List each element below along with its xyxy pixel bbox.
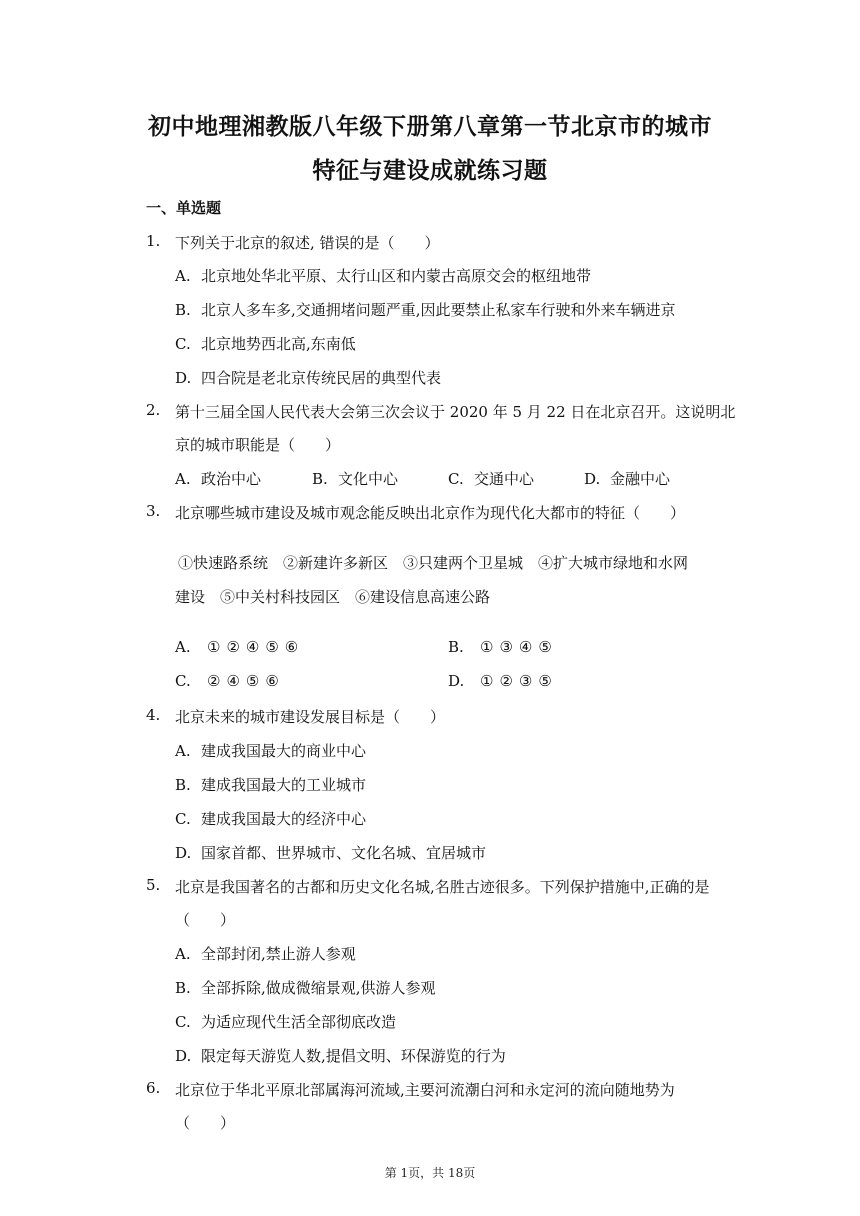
question-5-option-c — [175, 1011, 396, 1032]
question-3-option-b — [448, 638, 558, 656]
question-4-option-b — [175, 774, 366, 795]
question-4-option-a — [175, 740, 366, 761]
option-text: 全部封闭,禁止游人参观 — [201, 945, 356, 963]
option-label: A. — [175, 742, 191, 760]
option-text: 文化中心 — [338, 470, 399, 488]
option-label: B. — [175, 776, 191, 794]
question-1-stem: 下列关于北京的叙述, 错误的是（ ） — [175, 234, 440, 252]
option-text: 政治中心 — [201, 470, 262, 488]
question-3-items-line1: ①快速路系统 ②新建许多新区 ③只建两个卫星城 ④扩大城市绿地和水网 — [178, 554, 689, 572]
option-label: A. — [175, 638, 191, 656]
question-5-option-d — [175, 1045, 506, 1066]
option-text: 四合院是老北京传统民居的典型代表 — [201, 369, 442, 387]
question-4-stem: 北京未来的城市建设发展目标是（ ） — [175, 708, 446, 726]
option-text: 建成我国最大的工业城市 — [201, 776, 367, 794]
option-text: 北京地势西北高,东南低 — [201, 335, 356, 353]
question-3-option-a — [175, 638, 304, 656]
option-text: 建成我国最大的商业中心 — [201, 742, 367, 760]
question-3-stem: 北京哪些城市建设及城市观念能反映出北京作为现代化大都市的特征（ ） — [175, 504, 686, 522]
option-text: 交通中心 — [474, 470, 535, 488]
question-5-stem-line2: （ ） — [175, 911, 236, 929]
option-label: D. — [175, 1047, 192, 1065]
question-5-option-a — [175, 943, 356, 964]
document-title-line2: 特征与建设成就练习题 — [312, 157, 548, 184]
option-label: C. — [175, 335, 191, 353]
question-3-number: 3. — [146, 502, 161, 520]
question-5-number: 5. — [146, 876, 161, 894]
question-6-stem-line2: （ ） — [175, 1114, 236, 1132]
question-2-stem-line2: 京的城市职能是（ ） — [175, 436, 341, 454]
option-text: 为适应现代生活全部彻底改造 — [201, 1013, 397, 1031]
question-1-option-a — [175, 265, 591, 286]
option-label: D. — [448, 672, 465, 690]
option-text: ①③④⑤ — [480, 638, 558, 656]
document-title-line1: 初中地理湘教版八年级下册第八章第一节北京市的城市 — [148, 113, 712, 140]
question-6-number: 6. — [146, 1079, 161, 1097]
question-1-option-c — [175, 333, 356, 354]
option-label: C. — [175, 672, 191, 690]
option-label: C. — [175, 1013, 191, 1031]
option-text: ①②④⑤⑥ — [207, 638, 305, 656]
option-text: 北京地处华北平原、太行山区和内蒙古高原交会的枢纽地带 — [201, 267, 592, 285]
option-text: 国家首都、世界城市、文化名城、宜居城市 — [201, 844, 487, 862]
option-label: D. — [584, 470, 601, 488]
question-4-option-d — [175, 842, 486, 863]
question-2-option-a — [175, 468, 261, 489]
question-4-number: 4. — [146, 706, 161, 724]
option-text: ②④⑤⑥ — [207, 672, 285, 690]
option-text: 全部拆除,做成微缩景观,供游人参观 — [201, 979, 436, 997]
option-label: B. — [175, 979, 191, 997]
question-2-stem-line1: 第十三届全国人民代表大会第三次会议于 2020 年 5 月 22 日在北京召开。这说明北 — [175, 403, 736, 421]
question-1-option-b — [175, 299, 676, 320]
option-text: 建成我国最大的经济中心 — [201, 810, 367, 828]
option-text: 限定每天游览人数,提倡文明、环保游览的行为 — [201, 1047, 506, 1065]
option-label: A. — [175, 470, 191, 488]
question-1-option-d — [175, 367, 441, 388]
question-3-items-line2: 建设 ⑤中关村科技园区 ⑥建设信息高速公路 — [175, 588, 491, 606]
option-text: 北京人多车多,交通拥堵问题严重,因此要禁止私家车行驶和外来车辆进京 — [201, 301, 676, 319]
option-label: B. — [448, 638, 464, 656]
question-3-option-d — [448, 672, 558, 690]
option-label: B. — [312, 470, 328, 488]
question-5-stem-line1: 北京是我国著名的古都和历史文化名城,名胜古迹很多。下列保护措施中,正确的是 — [175, 878, 710, 896]
question-2-number: 2. — [146, 401, 161, 419]
section-heading: 一、单选题 — [146, 199, 222, 217]
question-5-option-b — [175, 977, 436, 998]
question-2-option-b — [312, 468, 398, 489]
question-1-number: 1. — [146, 232, 161, 250]
option-label: A. — [175, 945, 191, 963]
question-2-option-d — [584, 468, 670, 489]
option-label: C. — [175, 810, 191, 828]
option-text: ①②③⑤ — [480, 672, 558, 690]
option-label: C. — [448, 470, 464, 488]
page-footer: 第 1页，共 18页 — [384, 1166, 476, 1180]
question-3-option-c — [175, 672, 285, 690]
option-label: D. — [175, 844, 192, 862]
question-4-option-c — [175, 808, 366, 829]
option-text: 金融中心 — [610, 470, 671, 488]
option-label: D. — [175, 369, 192, 387]
question-6-stem-line1: 北京位于华北平原北部属海河流域,主要河流潮白河和永定河的流向随地势为 — [175, 1081, 675, 1099]
option-label: A. — [175, 267, 191, 285]
question-2-option-c — [448, 468, 534, 489]
option-label: B. — [175, 301, 191, 319]
